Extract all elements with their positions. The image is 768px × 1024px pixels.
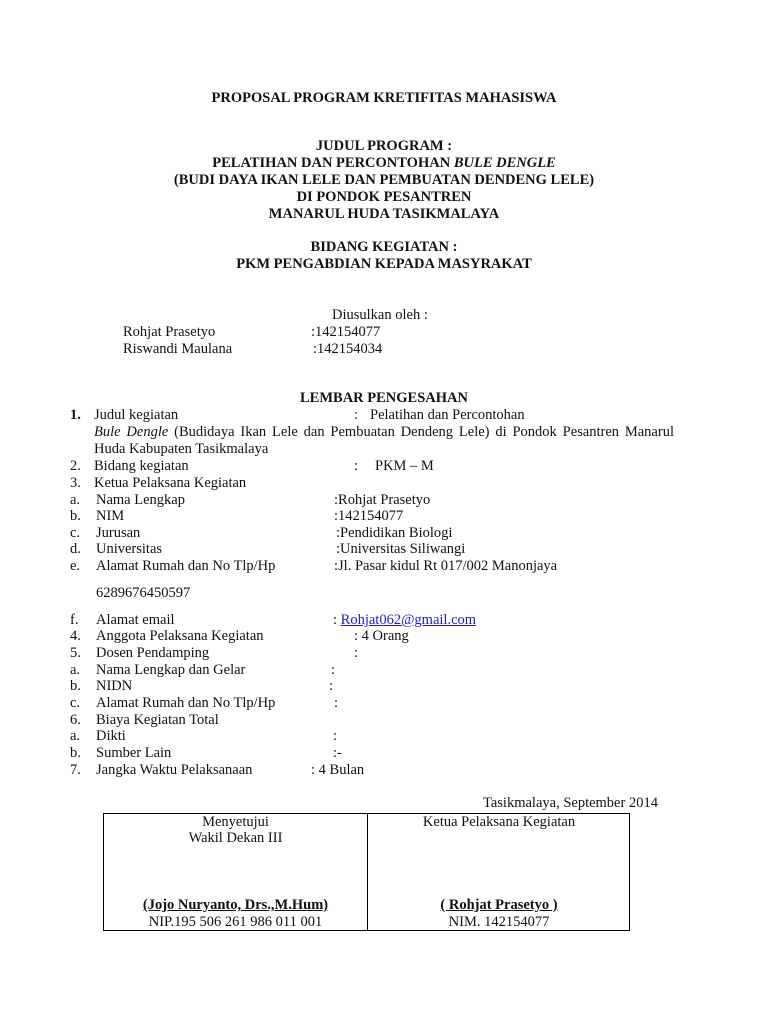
item-4-number: 4.: [70, 628, 81, 644]
approver-name: (Jojo Nuryanto, Drs.,M.Hum): [142, 897, 329, 913]
title-line-1-prefix: PELATIHAN DAN PERCONTOHAN: [212, 155, 454, 171]
item-6a-label: Dikti: [96, 728, 126, 744]
item-5c-label: Alamat Rumah dan No Tlp/Hp: [96, 695, 276, 711]
phone-number: 6289676450597: [96, 585, 191, 601]
item-2-value: PKM – M: [375, 458, 434, 474]
item-3-label: Ketua Pelaksana Kegiatan: [94, 475, 247, 491]
proposal-title: PROPOSAL PROGRAM KRETIFITAS MAHASISWA: [211, 90, 557, 106]
leader-name: ( Rohjat Prasetyo ): [440, 897, 558, 913]
leader-nim: NIM. 142154077: [448, 914, 550, 930]
item-7-number: 7.: [70, 762, 81, 778]
item-6b-number: b.: [70, 745, 81, 761]
title-line-4: MANARUL HUDA TASIKMALAYA: [268, 206, 500, 222]
item-3b-value: :142154077: [334, 508, 404, 524]
title-line-3: DI PONDOK PESANTREN: [296, 189, 472, 205]
item-3a-value: :Rohjat Prasetyo: [334, 492, 431, 508]
email-link[interactable]: Rohjat062@gmail.com: [340, 612, 477, 628]
item-5c-number: c.: [70, 695, 81, 711]
proposer-name-2: Riswandi Maulana: [123, 341, 233, 357]
item-3f-number: f.: [70, 612, 79, 628]
item-3b-number: b.: [70, 508, 81, 524]
item-4-value: : 4 Orang: [354, 628, 409, 644]
item-3a-number: a.: [70, 492, 81, 508]
item-4-label: Anggota Pelaksana Kegiatan: [96, 628, 264, 644]
item-3f-value: [333, 612, 476, 629]
item-3f-label: Alamat email: [96, 612, 175, 628]
item-5a-label: Nama Lengkap dan Gelar: [96, 662, 246, 678]
item-7-value: : 4 Bulan: [311, 762, 365, 778]
item-1-number: 1.: [70, 407, 81, 423]
item-1-italic-title: Bule Dengle: [94, 424, 169, 440]
item-6-number: 6.: [70, 712, 81, 728]
leader-title: Ketua Pelaksana Kegiatan: [422, 814, 576, 830]
approver-nip: NIP.195 506 261 986 011 001: [148, 914, 323, 930]
item-3b-label: NIM: [96, 508, 125, 524]
item-5-value: :: [354, 645, 359, 661]
item-3a-label: Nama Lengkap: [96, 492, 185, 508]
item-1-continuation-text: (Budidaya Ikan Lele dan Pembuatan Dendeng Lele) di Pondok Pesantren Manarul Huda Kabupaten Tasikmalaya: [94, 424, 674, 457]
item-7-label: Jangka Waktu Pelaksanaan: [96, 762, 253, 778]
item-1-colon: :: [354, 407, 359, 423]
item-5a-value: :: [331, 662, 336, 678]
item-3f-colon: :: [333, 612, 341, 628]
item-2-number: 2.: [70, 458, 81, 474]
item-6a-number: a.: [70, 728, 81, 744]
item-5b-value: :: [329, 678, 334, 694]
item-3c-number: c.: [70, 525, 81, 541]
proposer-nim-2: :142154034: [313, 341, 383, 357]
proposer-nim-1: :142154077: [311, 324, 381, 340]
item-6a-value: :: [333, 728, 338, 744]
item-3c-value: :Pendidikan Biologi: [336, 525, 453, 541]
item-5-label: Dosen Pendamping: [96, 645, 210, 661]
title-line-1: [0, 155, 768, 172]
bidang-kegiatan-value: PKM PENGABDIAN KEPADA MASYRAKAT: [236, 256, 532, 272]
approver-label: Menyetujui: [202, 814, 269, 830]
item-6b-value: :-: [333, 745, 342, 761]
approver-title: Wakil Dekan III: [188, 830, 283, 846]
item-1-label: Judul kegiatan: [94, 407, 179, 423]
bidang-kegiatan-label: BIDANG KEGIATAN :: [310, 239, 458, 255]
item-2-colon: :: [354, 458, 359, 474]
place-date: Tasikmalaya, September 2014: [483, 795, 658, 811]
item-5b-label: NIDN: [96, 678, 133, 694]
item-5b-number: b.: [70, 678, 81, 694]
item-3c-label: Jurusan: [96, 525, 141, 541]
item-6b-label: Sumber Lain: [96, 745, 172, 761]
proposer-name-1: Rohjat Prasetyo: [123, 324, 216, 340]
proposer-label: Diusulkan oleh :: [332, 307, 428, 323]
item-5a-number: a.: [70, 662, 81, 678]
title-line-2: (BUDI DAYA IKAN LELE DAN PEMBUATAN DENDENG LELE): [173, 172, 595, 188]
item-3d-number: d.: [70, 541, 81, 557]
item-5-number: 5.: [70, 645, 81, 661]
lembar-pengesahan-title: LEMBAR PENGESAHAN: [300, 390, 468, 406]
item-1-value: Pelatihan dan Percontohan: [370, 407, 525, 423]
item-5c-value: :: [334, 695, 339, 711]
title-line-1-italic: BULE DENGLE: [453, 155, 556, 171]
item-2-label: Bidang kegiatan: [94, 458, 189, 474]
item-3-number: 3.: [70, 475, 81, 491]
item-1-continuation: [94, 424, 674, 458]
item-3e-number: e.: [70, 558, 81, 574]
judul-program-label: JUDUL PROGRAM :: [315, 138, 453, 154]
item-3e-label: Alamat Rumah dan No Tlp/Hp: [96, 558, 276, 574]
item-3e-value: :Jl. Pasar kidul Rt 017/002 Manonjaya: [334, 558, 558, 574]
item-3d-value: :Universitas Siliwangi: [336, 541, 466, 557]
item-6-label: Biaya Kegiatan Total: [96, 712, 219, 728]
item-3d-label: Universitas: [96, 541, 163, 557]
signature-table: [103, 813, 630, 931]
